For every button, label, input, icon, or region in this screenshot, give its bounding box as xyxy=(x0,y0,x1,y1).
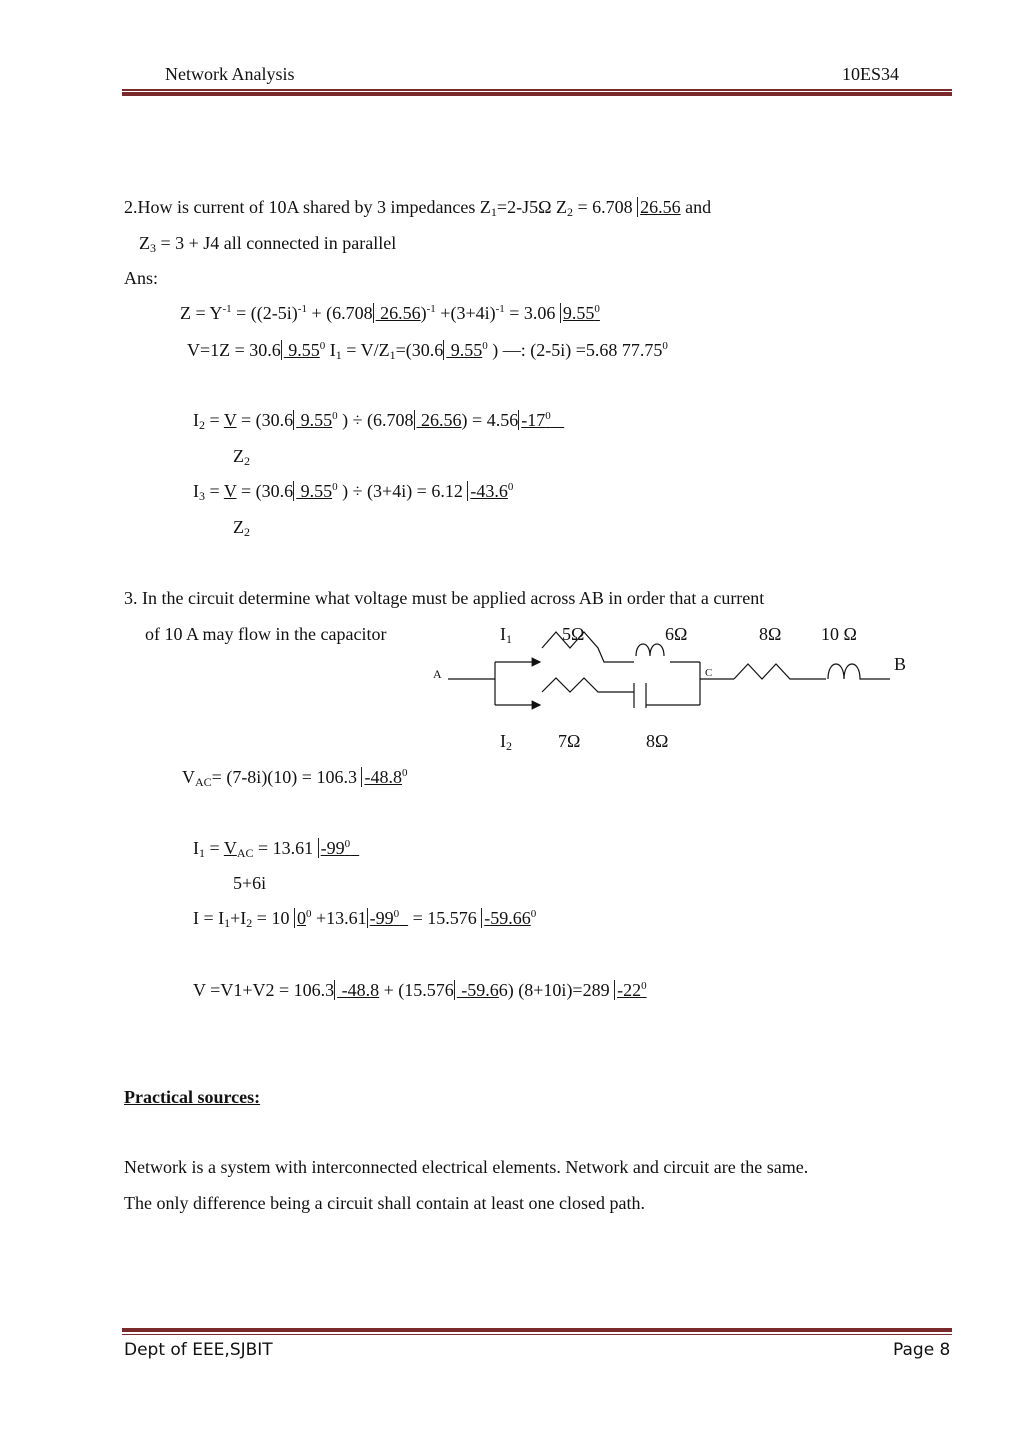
circuit-label-6ohm: 6Ω xyxy=(665,624,688,644)
q3-i1-denominator: 5+6i xyxy=(233,873,267,893)
q2-line2: $Z_3 = 3 + J4$ all connected in parallel xyxy=(139,233,397,255)
q2-ans-label: Ans: xyxy=(124,268,159,288)
footer-page-number: Page 8 xyxy=(893,1340,951,1360)
q3-line1: 3. In the circuit determine what voltage must be applied across AB in order that a current xyxy=(124,588,765,608)
q3-v-equation: V =V1+V2 = 106.3 -48.8 + (15.576 -59.66) (8+10i)=289 $-22^0$ xyxy=(193,980,647,1000)
practical-paragraph-line2: The only difference being a circuit shall contain at least one closed path. xyxy=(124,1193,645,1213)
resistor-7ohm xyxy=(542,678,634,692)
footer-rule-thick xyxy=(122,1328,952,1332)
circuit-node-b: B xyxy=(894,654,907,674)
q2-z-equation: $Z = Y^{-1} = ((2-5i)^{-1} + (6.708$ $26.56)^{-1} +(3+4i)^{-1} = 3.06$ 9.55$^0$ xyxy=(180,303,600,323)
circuit-label-i1: $I_1$ xyxy=(500,624,512,646)
inductor-6ohm xyxy=(636,644,700,662)
circuit-node-c: C xyxy=(705,667,713,679)
q2-line1: 2.How is current of 10A shared by 3 impedances $Z_1=2-J5\Omega$ $Z_2 = 6.708$ 26.56 and xyxy=(124,197,712,219)
resistor-5ohm xyxy=(542,632,634,662)
circuit-label-10ohm: 10 Ω xyxy=(821,624,857,644)
q2-i3-denominator: $Z_2$ xyxy=(233,517,250,539)
circuit-label-5ohm: 5Ω xyxy=(562,624,585,644)
circuit-node-a: A xyxy=(433,667,442,681)
circuit-label-i2: $I_2$ xyxy=(500,731,512,753)
q3-line2: of 10 A may flow in the capacitor xyxy=(145,624,387,644)
practical-sources-heading: Practical sources: xyxy=(124,1087,261,1107)
q2-i2-denominator: $Z_2$ xyxy=(233,446,250,468)
q3-vac-equation: $V_{AC}= (7-8i)(10) = 106.3$ -48.8$^0$ xyxy=(182,767,408,789)
q2-i2-equation: $I_2 = V = (30.6$ 9.55$^0$ ) ÷ (6.708 26.56) = 4.56 $-17^0$ xyxy=(193,410,564,431)
circuit-label-8ohm-resistor: 8Ω xyxy=(759,624,782,644)
header-title: Network Analysis xyxy=(165,64,295,84)
circuit-label-8ohm-capacitor: 8Ω xyxy=(646,731,669,751)
resistor-8ohm xyxy=(734,664,826,679)
footer-dept: Dept of EEE,SJBIT xyxy=(124,1340,273,1360)
q2-v-equation: V=1Z = 30.6 9.55$^0$ $I_1 = V/Z_1=(30.6$ 9.55$^0$ ) —: (2-5i) =5.68 77.75$^0$ xyxy=(187,340,668,362)
circuit-label-7ohm: 7Ω xyxy=(558,731,581,751)
footer-rule-thin xyxy=(122,1334,952,1335)
header-code: 10ES34 xyxy=(842,64,900,84)
inductor-10ohm xyxy=(828,664,890,679)
q3-i1-equation: $I_1 = V_{AC} = 13.61$ $-99^0$ xyxy=(193,838,359,859)
practical-paragraph-line1: Network is a system with interconnected electrical elements. Network and circuit are the same. xyxy=(124,1157,809,1177)
q2-i3-equation: $I_3 = V = (30.6$ 9.55$^0$ ) ÷ (3+4i) = 6.12 -43.6$^0$ xyxy=(193,481,514,503)
q3-i-equation: $I = I_1+I_2 = 10$ $0^0 +13.61$ $-99^0 = 15.576$ -59.66$^0$ xyxy=(193,908,537,930)
